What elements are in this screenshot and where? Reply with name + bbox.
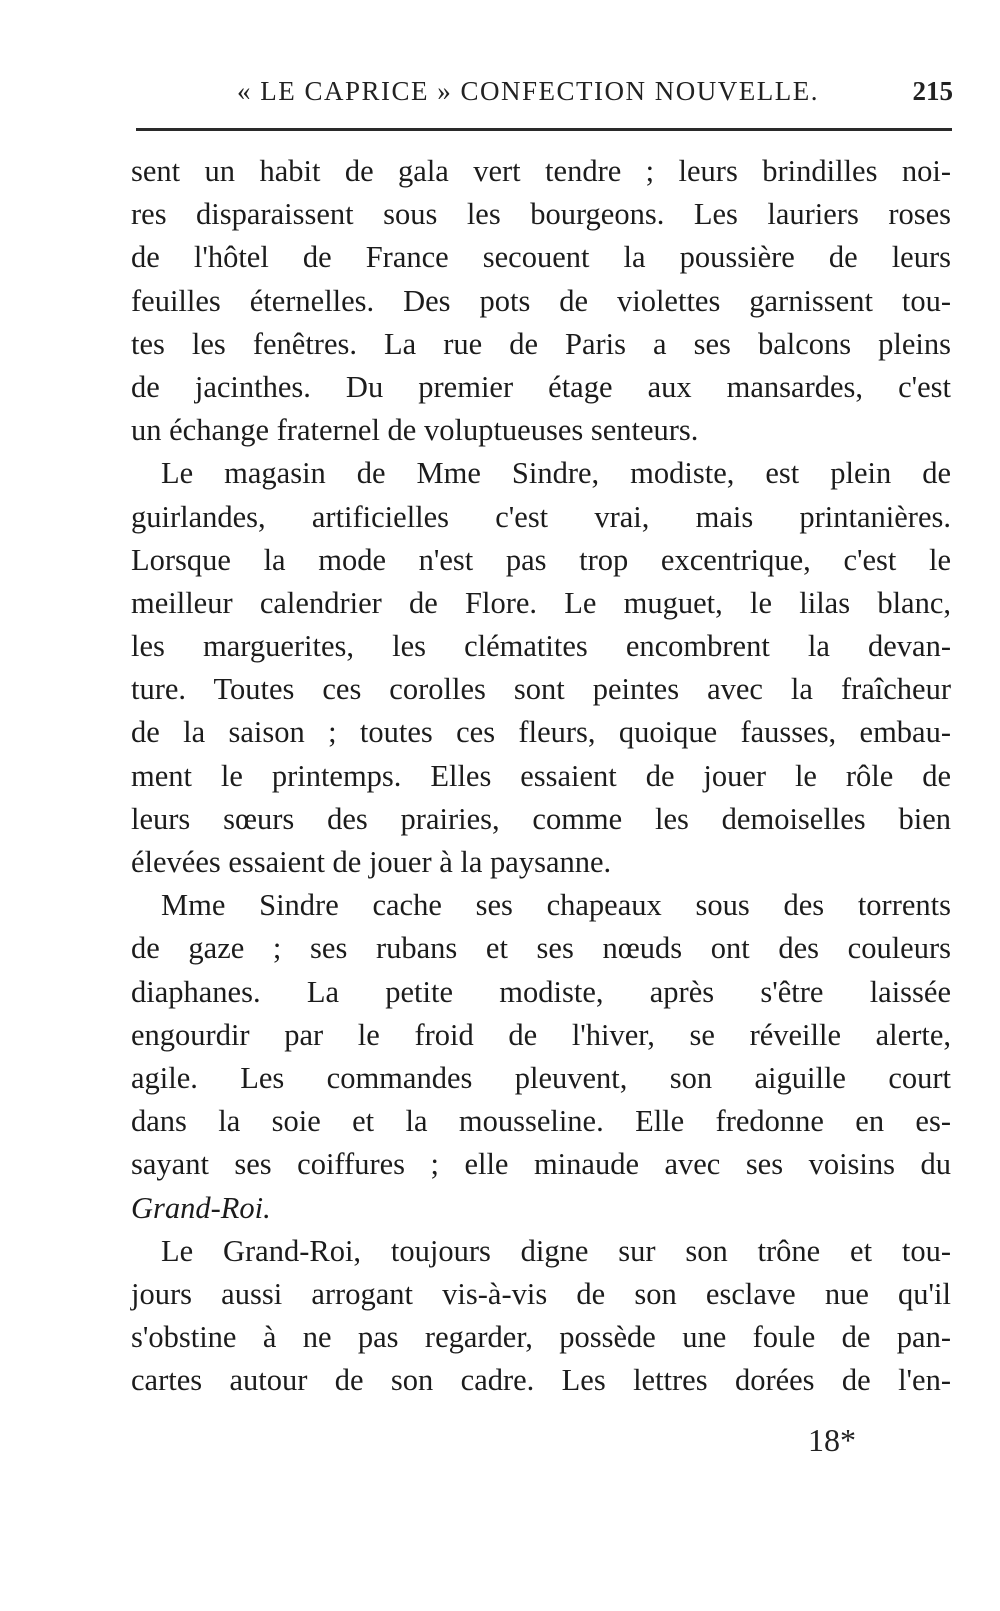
text-line: tes les fenêtres. La rue de Paris a ses balcons pleins [131, 326, 951, 361]
page-number: 215 [912, 76, 953, 106]
text-line: Lorsque la mode n'est pas trop excentrique, c'est le [131, 542, 951, 577]
text-line: de l'hôtel de France secouent la poussière de leurs [131, 240, 951, 275]
text-line: un échange fraternel de voluptueuses senteurs. [131, 413, 699, 448]
text-line: dans la soie et la mousseline. Elle fredonne en es- [131, 1104, 951, 1139]
text-line: Grand-Roi. [131, 1190, 271, 1225]
signature-mark: 18* [808, 1422, 856, 1458]
text-line: ment le printemps. Elles essaient de jouer le rôle de [131, 758, 951, 793]
paragraph-1 [131, 150, 951, 452]
text-line: agile. Les commandes pleuvent, son aiguille court [131, 1060, 951, 1095]
paragraph-3 [131, 884, 951, 1230]
running-title: « LE CAPRICE » CONFECTION NOUVELLE. [237, 76, 819, 106]
text-line: feuilles éternelles. Des pots de violettes garnissent tou- [131, 283, 951, 318]
header-rule [136, 128, 952, 131]
text-line: Mme Sindre cache ses chapeaux sous des torrents [161, 888, 951, 923]
text-line: de la saison ; toutes ces fleurs, quoique fausses, embau- [131, 715, 951, 750]
text-line: Le magasin de Mme Sindre, modiste, est plein de [161, 456, 951, 491]
paragraph-2 [131, 452, 951, 884]
paragraph-4 [131, 1230, 951, 1403]
text-line: s'obstine à ne pas regarder, possède une foule de pan- [131, 1320, 951, 1355]
text-line: leurs sœurs des prairies, comme les demoiselles bien [131, 801, 951, 836]
text-line: élevées essaient de jouer à la paysanne. [131, 845, 612, 879]
text-line: de jacinthes. Du premier étage aux mansardes, c'est [131, 369, 951, 404]
text-line: res disparaissent sous les bourgeons. Les lauriers roses [131, 197, 951, 232]
text-line: les marguerites, les clématites encombrent la devan- [131, 629, 951, 664]
text-line: guirlandes, artificielles c'est vrai, mais printanières. [131, 499, 951, 534]
text-line: jours aussi arrogant vis-à-vis de son esclave nue qu'il [131, 1276, 951, 1311]
text-line: ture. Toutes ces corolles sont peintes avec la fraîcheur [131, 672, 951, 707]
text-line: diaphanes. La petite modiste, après s'être laissée [131, 974, 951, 1009]
text-line: sent un habit de gala vert tendre ; leurs brindilles noi- [131, 154, 951, 188]
text-line: engourdir par le froid de l'hiver, se réveille alerte, [131, 1017, 951, 1052]
body-text [131, 150, 951, 1402]
running-head [133, 76, 953, 116]
text-line: Le Grand-Roi, toujours digne sur son trône et tou- [161, 1233, 951, 1268]
text-line: sayant ses coiffures ; elle minaude avec ses voisins du [131, 1147, 951, 1182]
text-line: cartes autour de son cadre. Les lettres dorées de l'en- [131, 1363, 951, 1398]
text-line: meilleur calendrier de Flore. Le muguet, le lilas blanc, [131, 585, 951, 620]
text-line: de gaze ; ses rubans et ses nœuds ont des couleurs [131, 931, 951, 966]
